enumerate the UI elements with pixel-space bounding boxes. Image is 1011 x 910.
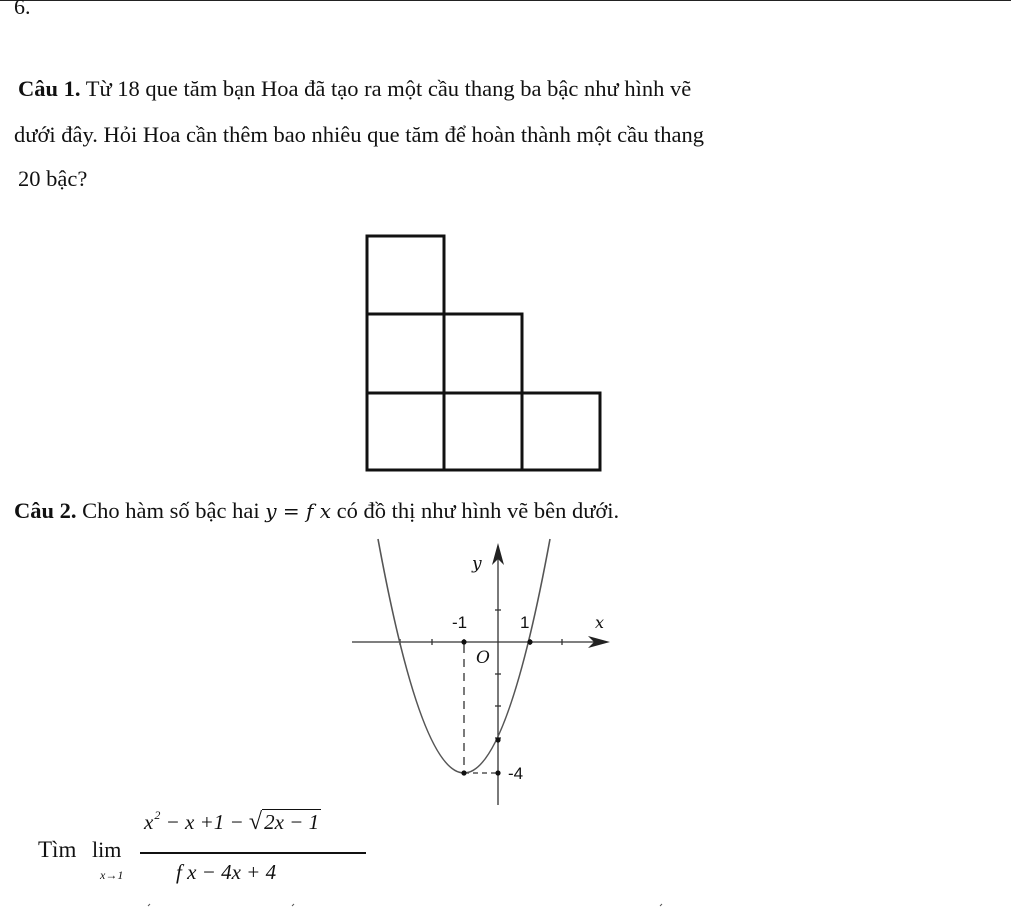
origin-label: O (476, 648, 490, 668)
x-axis-label: x (595, 613, 605, 632)
question2-text-before: Cho hàm số bậc hai (76, 498, 266, 523)
tick-label-neg4: -4 (508, 764, 524, 783)
find-prefix: Tìm (38, 837, 77, 862)
sqrt-content: 2x − 1 (264, 810, 320, 834)
question2-label: Câu 2. (14, 498, 77, 523)
fraction-bar (140, 852, 366, 854)
numerator-exponent: 2 (154, 808, 161, 822)
staircase-figure (364, 233, 604, 473)
item-number: 6. (14, 0, 31, 19)
fraction-denominator: f x − 4x + 4 (176, 860, 277, 884)
stair-square (522, 393, 600, 470)
parabola-graph (352, 535, 622, 810)
sqrt-icon: √ (248, 809, 263, 835)
stair-square (367, 236, 444, 314)
fraction-numerator (144, 808, 321, 836)
numerator-x: x (144, 810, 154, 834)
stair-square (444, 393, 522, 470)
question1-label: Câu 1. (18, 76, 81, 101)
point-1-on-axis (527, 639, 532, 644)
vertex-point (461, 770, 466, 775)
question1-text1: Từ 18 que tăm bạn Hoa đã tạo ra một cầu thang ba bậc như hình vẽ (80, 76, 692, 101)
y-axis-label: y (472, 554, 482, 574)
top-rule (0, 0, 1011, 1)
parabola-curve (378, 539, 550, 773)
question1-line1 (18, 69, 691, 109)
lim-subscript: x→1 (100, 868, 124, 882)
numerator-middle: − x +1 − (160, 810, 249, 834)
question2-text-after: có đồ thị như hình vẽ bên dưới. (331, 498, 620, 523)
question1-line3: 20 bậc? (18, 166, 88, 191)
tick-label-1: 1 (520, 613, 530, 632)
stair-square (367, 314, 444, 393)
y-intercept-point (495, 737, 500, 742)
tick-label-neg1: -1 (452, 613, 468, 632)
point-neg4-on-axis (495, 770, 500, 775)
point-neg1-on-axis (461, 639, 466, 644)
stair-square (444, 314, 522, 393)
function-formula: y = f x (265, 499, 332, 523)
question1-line2: dưới đây. Hỏi Hoa cần thêm bao nhiêu que tăm để hoàn thành một cầu thang (14, 122, 704, 147)
cutoff-marks (0, 900, 1011, 910)
stair-square (367, 393, 444, 470)
lim-word: lim (92, 837, 122, 862)
question2-line (14, 491, 619, 531)
